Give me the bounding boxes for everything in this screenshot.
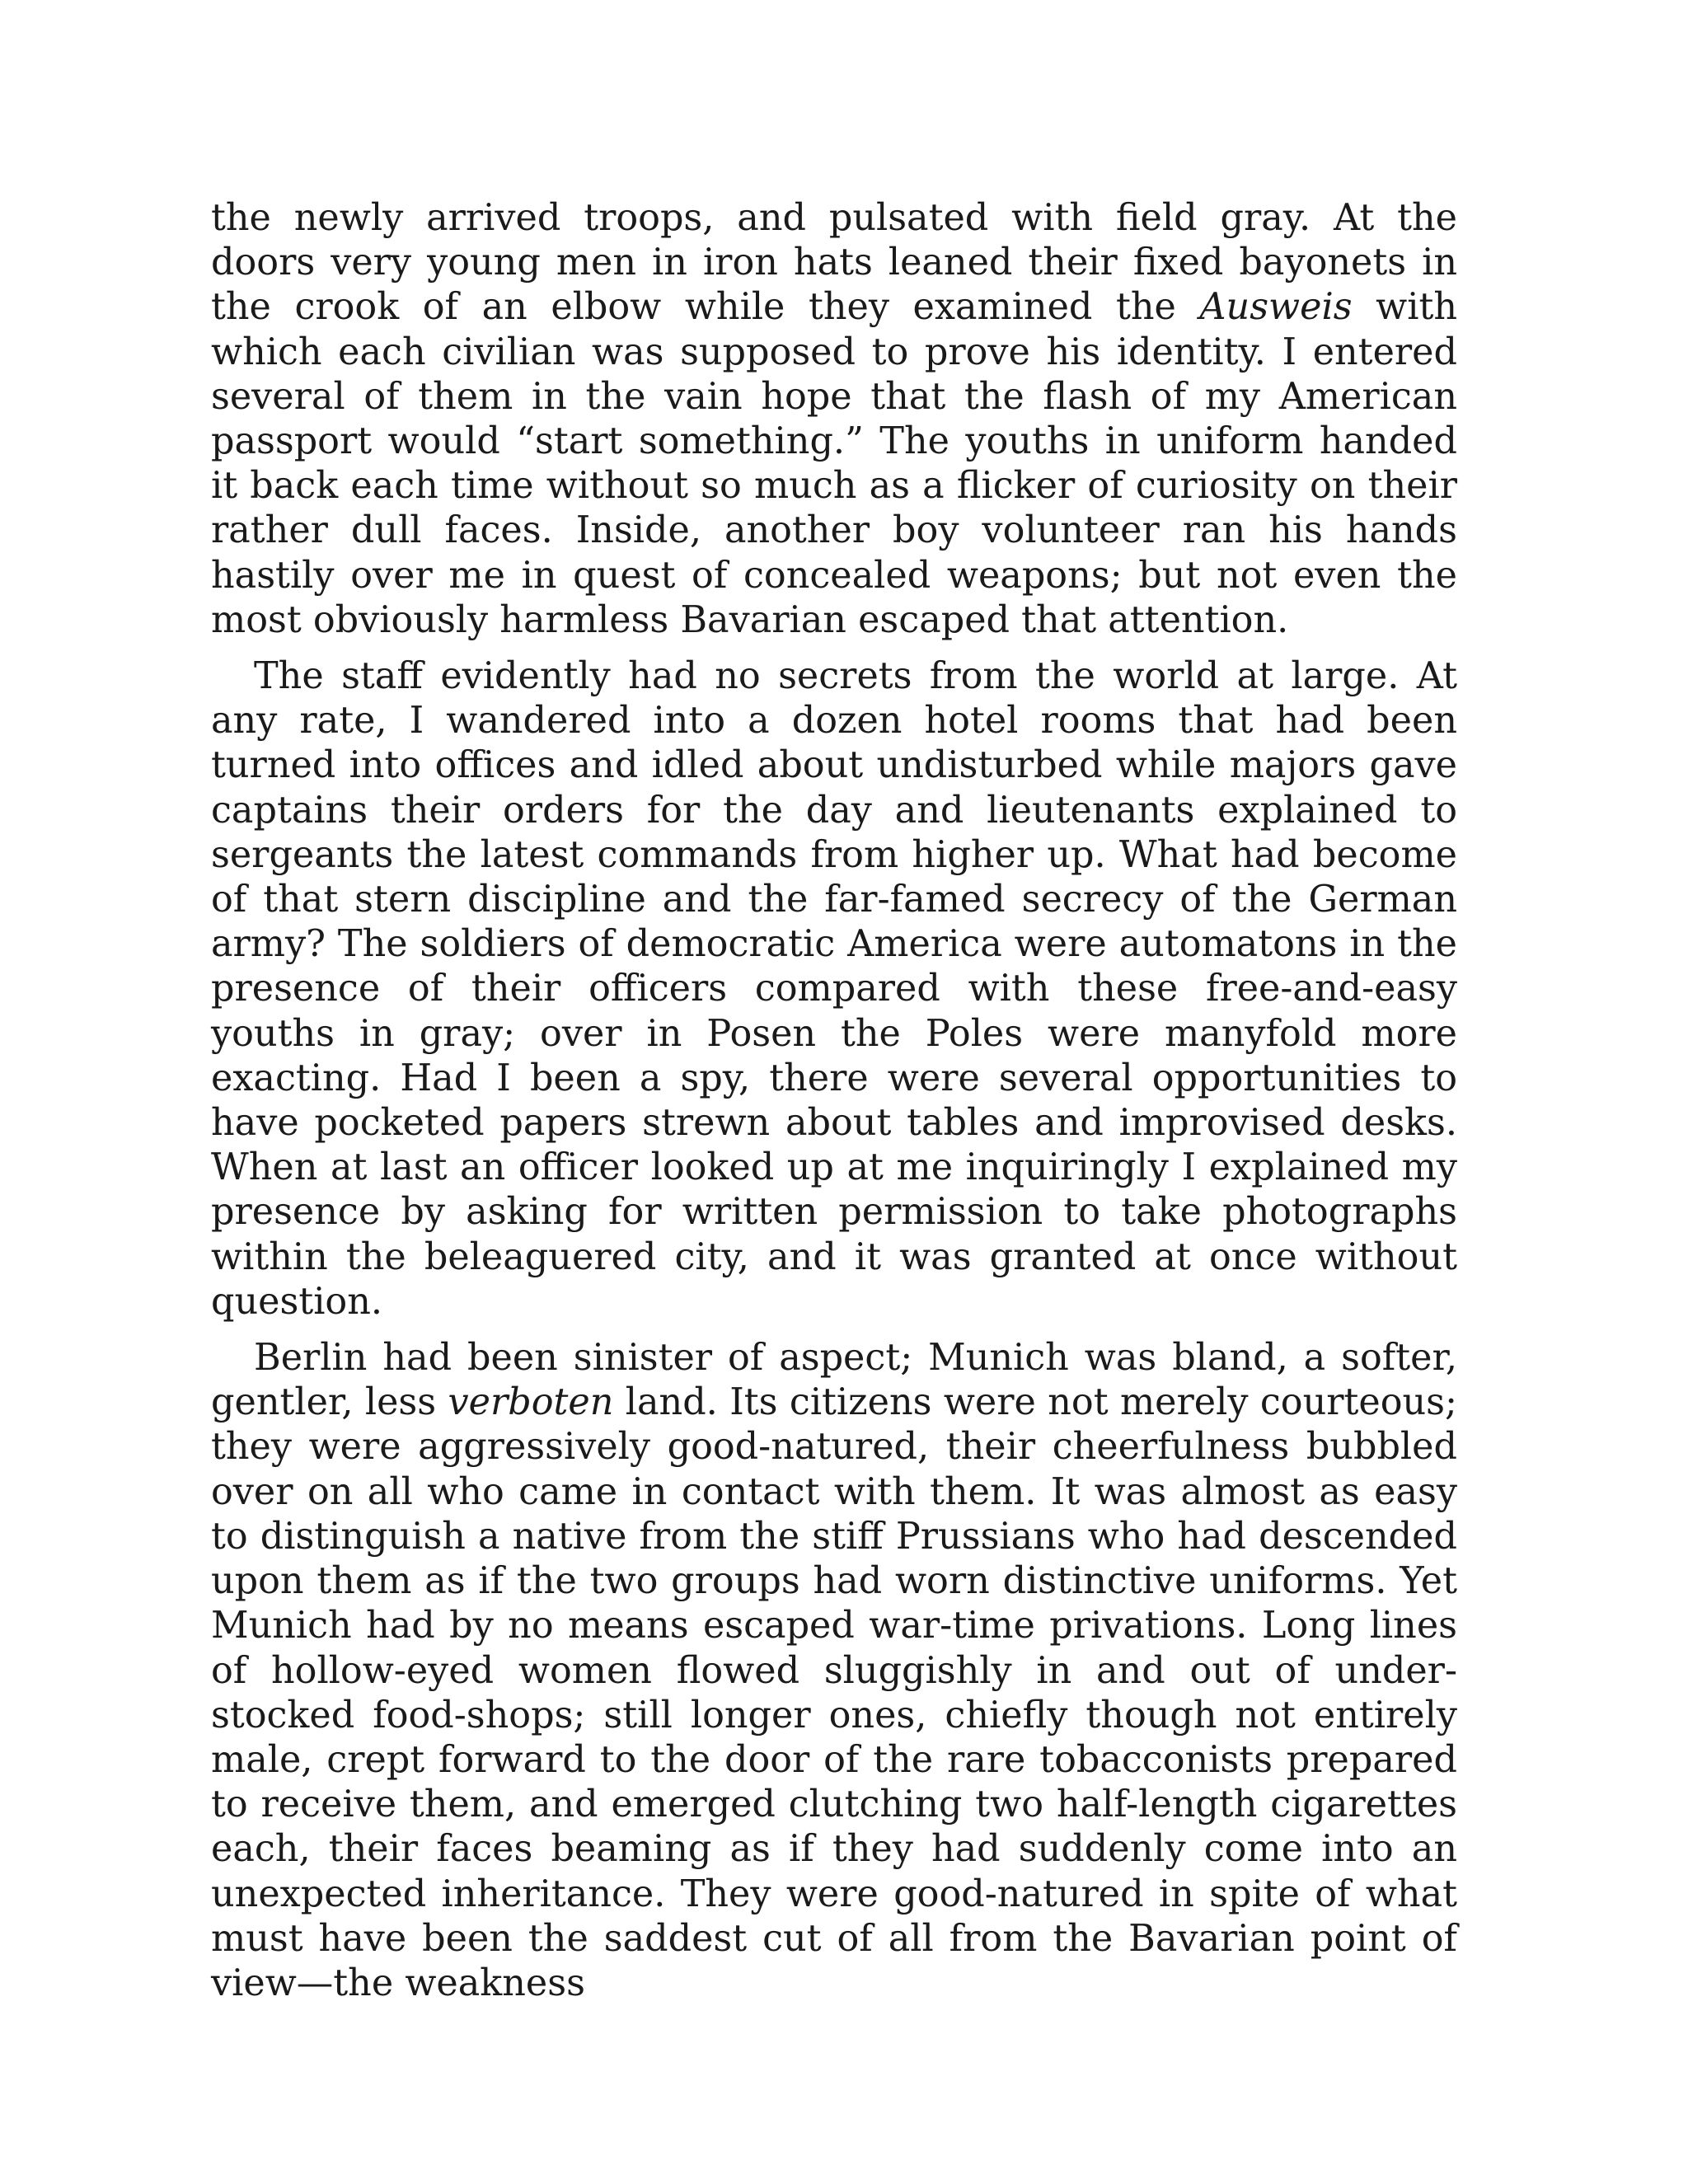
page-body xyxy=(211,196,1457,2018)
paragraph-1-italic-ausweis: Ausweis xyxy=(1199,286,1353,329)
paragraph-1-text-1: the newly arrived troops, and pulsated with field gray. At the doors very young men in iron hats leaned their fixed bayonets in the crook of an elbow while they examined the xyxy=(211,197,1457,329)
paragraph-2-text-1: The staff evidently had no secrets from the world at large. At any rate, I wandered into a dozen hotel rooms that had been turned into offices and idled about undisturbed while majors gave captains their orders for the day and lieutenants explained to sergeants the latest commands from higher up. What had become of that stern discipline and the far-famed secrecy of the German army? The soldiers of democratic America were automatons in the presence of their officers compared with these free-and-easy youths in gray; over in Posen the Poles were manyfold more exacting. Had I been a spy, there were several opportunities to have pocketed papers strewn about tables and improvised desks. When at last an officer looked up at me inquiringly I explained my presence by asking for written permission to take photographs within the beleaguered city, and it was granted at once without question. xyxy=(211,655,1457,1323)
paragraph-3 xyxy=(211,1336,1457,2006)
paragraph-2 xyxy=(211,654,1457,1324)
paragraph-3-italic-verboten: verboten xyxy=(448,1381,614,1424)
paragraph-1-text-2: with which each civilian was supposed to prove his identity. I entered several of them in the vain hope that the flash of my American passport would “start something.” The youths in uniform handed it back each time without so much as a flicker of curiosity on their rather dull faces. Inside, another boy volunteer ran his hands hastily over me in quest of concealed weapons; but not even the most obviously harmless Bavarian escaped that attention. xyxy=(211,286,1457,641)
paragraph-3-text-1: Berlin had been sinister of aspect; Munich was bland, a softer, gentler, less xyxy=(211,1337,1457,1424)
paragraph-1 xyxy=(211,196,1457,643)
paragraph-3-text-2: land. Its citizens were not merely courteous; they were aggressively good-natured, their cheerfulness bubbled over on all who came in contact with them. It was almost as easy to distinguish a native from the stiff Prussians who had descended upon them as if the two groups had worn distinctive uniforms. Yet Munich had by no means escaped war-time privations. Long lines of hollow-eyed women flowed sluggishly in and out of under-stocked food-shops; still longer ones, chiefly though not entirely male, crept forward to the door of the rare tobacconists prepared to receive them, and emerged clutching two half-length cigarettes each, their faces beaming as if they had suddenly come into an unexpected inheritance. They were good-natured in spite of what must have been the saddest cut of all from the Bavarian point of view—the weakness xyxy=(211,1381,1458,2004)
